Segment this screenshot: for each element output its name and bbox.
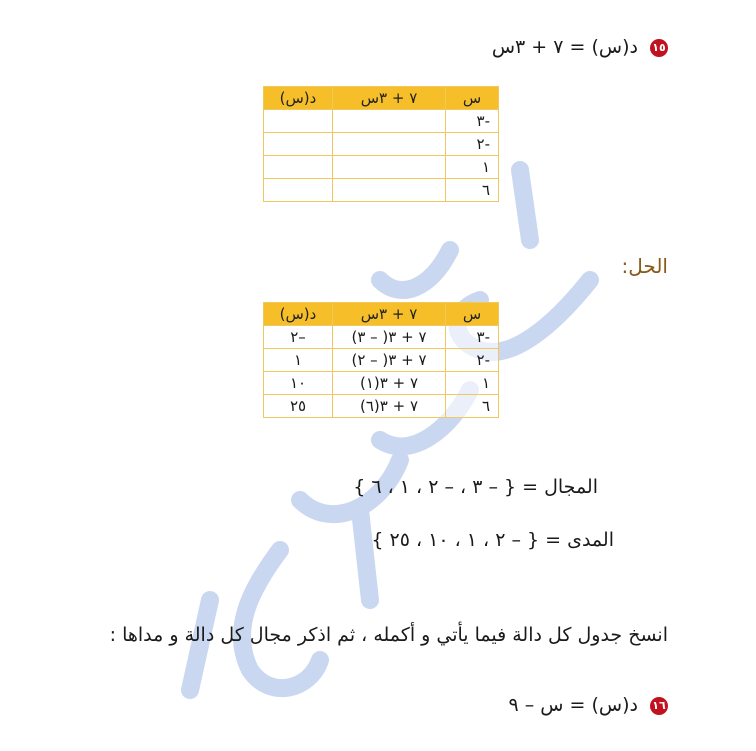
problem-16 xyxy=(508,694,668,716)
instruction-paragraph: انسخ جدول كل دالة فيما يأتي و أكمله ، ثم اذكر مجال كل دالة و مداها : xyxy=(109,624,668,646)
function-table-empty xyxy=(263,86,499,202)
table-cell: ١ xyxy=(264,349,333,372)
table-row xyxy=(264,326,499,349)
table-header-cell: د(س) xyxy=(264,87,333,110)
table-cell: ١ xyxy=(446,372,499,395)
problem-15 xyxy=(492,36,668,58)
domain-set: المجال = { – ٣ ، – ٢ ، ١ ، ٦ } xyxy=(353,476,598,498)
table-header-cell: س xyxy=(446,303,499,326)
solution-label: الحل: xyxy=(621,254,668,278)
problem-number-badge: ١٦ xyxy=(650,697,668,715)
table-cell xyxy=(333,179,446,202)
table-row xyxy=(264,110,499,133)
table-cell: ١ xyxy=(446,156,499,179)
table-cell: ٧ + ٣(١) xyxy=(333,372,446,395)
table-row xyxy=(264,133,499,156)
table-cell xyxy=(264,179,333,202)
table-header-cell: د(س) xyxy=(264,303,333,326)
table-cell: ٢٥ xyxy=(264,395,333,418)
table-cell xyxy=(264,156,333,179)
table-cell: -٣ xyxy=(446,326,499,349)
function-table-solved xyxy=(263,302,499,418)
table-header-row xyxy=(264,87,499,110)
table-header-cell: س xyxy=(446,87,499,110)
table-cell: ٦ xyxy=(446,179,499,202)
table-cell: -٢ xyxy=(446,349,499,372)
table-cell: ٧ + ٣( – ٣) xyxy=(333,326,446,349)
table-header-row xyxy=(264,303,499,326)
table-row xyxy=(264,179,499,202)
table-cell: ١٠ xyxy=(264,372,333,395)
table-cell: -٣ xyxy=(446,110,499,133)
table-cell xyxy=(333,156,446,179)
problem-equation: د(س) = ٧ + ٣س xyxy=(491,36,638,58)
problem-number-badge: ١٥ xyxy=(650,39,668,57)
table-cell xyxy=(333,133,446,156)
table-header-cell: ٧ + ٣س xyxy=(333,87,446,110)
table-cell xyxy=(333,110,446,133)
table-cell: –٢ xyxy=(264,326,333,349)
table-row xyxy=(264,395,499,418)
table-row xyxy=(264,372,499,395)
table-header-cell: ٧ + ٣س xyxy=(333,303,446,326)
table-cell: ٧ + ٣(٦) xyxy=(333,395,446,418)
table-cell: ٧ + ٣( – ٢) xyxy=(333,349,446,372)
table-row xyxy=(264,156,499,179)
table-cell xyxy=(264,110,333,133)
problem-equation: د(س) = س – ٩ xyxy=(508,694,638,716)
table-row xyxy=(264,349,499,372)
table-cell xyxy=(264,133,333,156)
table-cell: ٦ xyxy=(446,395,499,418)
table-cell: -٢ xyxy=(446,133,499,156)
range-set: المدى = { – ٢ ، ١ ، ١٠ ، ٢٥ } xyxy=(371,529,614,551)
